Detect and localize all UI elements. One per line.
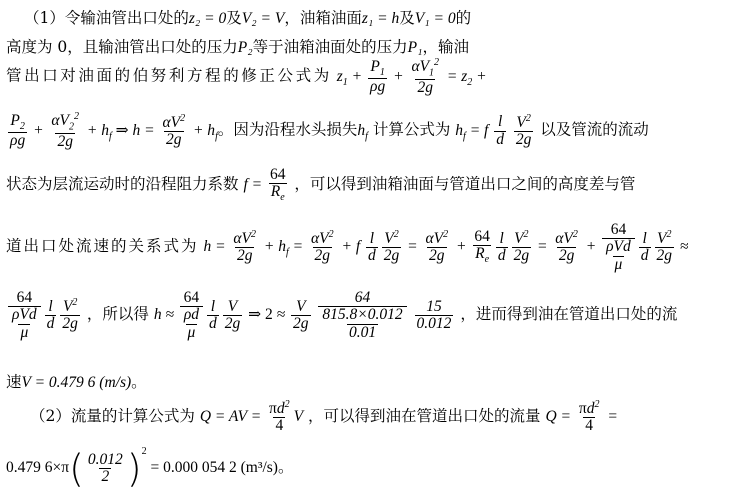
line-4: $\frac{P_2}{\rho g}$ + $\frac{\alpha V_2^2}{2g}$ + $h_f$ ⇒ h = $\frac{\alpha V^2}{2g}$ + $h_f$。因为沿程水头损失$h_f$ 计算公式为 $h_f = f$ $\frac{l}{d}$ $\frac{V^2}{2g}$ 以及管流的流动 — [6, 112, 746, 150]
bernoulli-lhs: $z_1$ + $\frac{P_1}{\rho g}$ + $\frac{\alpha V_1^2}{2g}$ = $z_2$ + — [336, 57, 487, 96]
flow-formula: Q = AV = $\frac{\pi d^2}{4}$ V — [199, 399, 304, 435]
line-10: 0.479 6×π( $\frac{0.012}{2}$ )$^2$ = 0.000 054 2 (m³/s)。 — [6, 446, 294, 491]
velocity-result: V = 0.479 6 (m/s) — [21, 374, 132, 391]
line-9: （2）流量的计算公式为 Q = AV = $\frac{\pi d^2}{4}$ V ，可以得到油在管道出口处的流量 Q = $\frac{\pi d^2}{4}$ = — [30, 399, 618, 435]
bernoulli-rhs: $\frac{P_2}{\rho g}$ + $\frac{\alpha V_2^2}{2g}$ + $h_f$ ⇒ h = $\frac{\alpha V^2}{2g}$ + $h_f$ — [10, 111, 218, 150]
head-loss-formula: $h_f = f$ $\frac{l}{d}$ $\frac{V^2}{2g}$ — [455, 112, 532, 149]
line-8: 速V = 0.479 6 (m/s)。 — [6, 373, 147, 391]
flow-result: 0.479 6×π( $\frac{0.012}{2}$ )$^2$ = 0.000 054 2 (m³/s) — [6, 446, 278, 491]
line-5: 状态为层流运动时的沿程阻力系数 f = $\frac{64}{R_e}$ ，可以得到油箱油面与管道出口之间的高度差与管 — [6, 166, 636, 204]
friction-coefficient: f = $\frac{64}{R_e}$ — [243, 166, 286, 204]
line-3-bernoulli: 管出口对油面的伯努利方程的修正公式为 $z_1$ + $\frac{P_1}{\rho g}$ + $\frac{\alpha V_1^2}{2g}$ = $z_2$ + — [6, 57, 487, 96]
line-2: 高度为 0，且输油管出口处的压力P₂等于油箱油面处的压力P₁，输油 — [6, 38, 470, 56]
line-6: 道出口处流速的关系式为 h = $\frac{\alpha V^2}{2g}$ + $h_f$ = $\frac{\alpha V^2}{2g}$ + f $\frac{l}{d}$ $\frac{V^2}{2g}$ = $\frac{\alpha V^2}{2g}$ + $\frac{64}{R_e}$ $\frac{l}{d}$ $\frac{V^2}{2g}$ = $\frac{\alpha V^2}{2g}$ + $\frac{64}{\frac{\text{ρVd}}{\mu}}$ $\frac{l}{d}$ $\frac{V^2}{2g}$ ≈ — [6, 221, 689, 273]
height-velocity-relation: h = $\frac{\alpha V^2}{2g}$ + $h_f$ = $\frac{\alpha V^2}{2g}$ + f $\frac{l}{d}$ $\frac{V^2}{2g}$ = $\frac{\alpha V^2}{2g}$ + $\frac{64}{R_e}$ $\frac{l}{d}$ $\frac{V^2}{2g}$ = $\frac{\alpha V^2}{2g}$ + $\frac{64}{\frac{\text{ρVd}}{\mu}}$ $\frac{l}{d}$ $\frac{V^2}{2g}$ ≈ — [203, 221, 689, 273]
line-7: $\frac{64}{\frac{\text{ρVd}}{\mu}}$ $\frac{l}{d}$ $\frac{V^2}{2g}$ ，所以得 h ≈ $\frac{64}{\frac{\rho d}{\mu}}$ $\frac{l}{d}$ $\frac{V}{2g}$ ⇒ 2 ≈ $\frac{V}{2g}$ $\frac{64}{\frac{815.8\times 0.012}{0.01}}$ $\frac{15}{0.012}$ ，进而得到油在管道出口处的流 — [6, 290, 746, 341]
line-1: （1）令输油管出口处的z₂ = 0及V₂ = V，油箱油面z₁ = h及V₁ = 0的 — [24, 9, 472, 27]
velocity-derivation: h ≈ $\frac{64}{\frac{\rho d}{\mu}}$ $\frac{l}{d}$ $\frac{V}{2g}$ ⇒ 2 ≈ $\frac{V}{2g}$ $\frac{64}{\frac{815.8\times 0.012}{0.01}}$ $\frac{15}{0.012}$ — [153, 289, 452, 341]
